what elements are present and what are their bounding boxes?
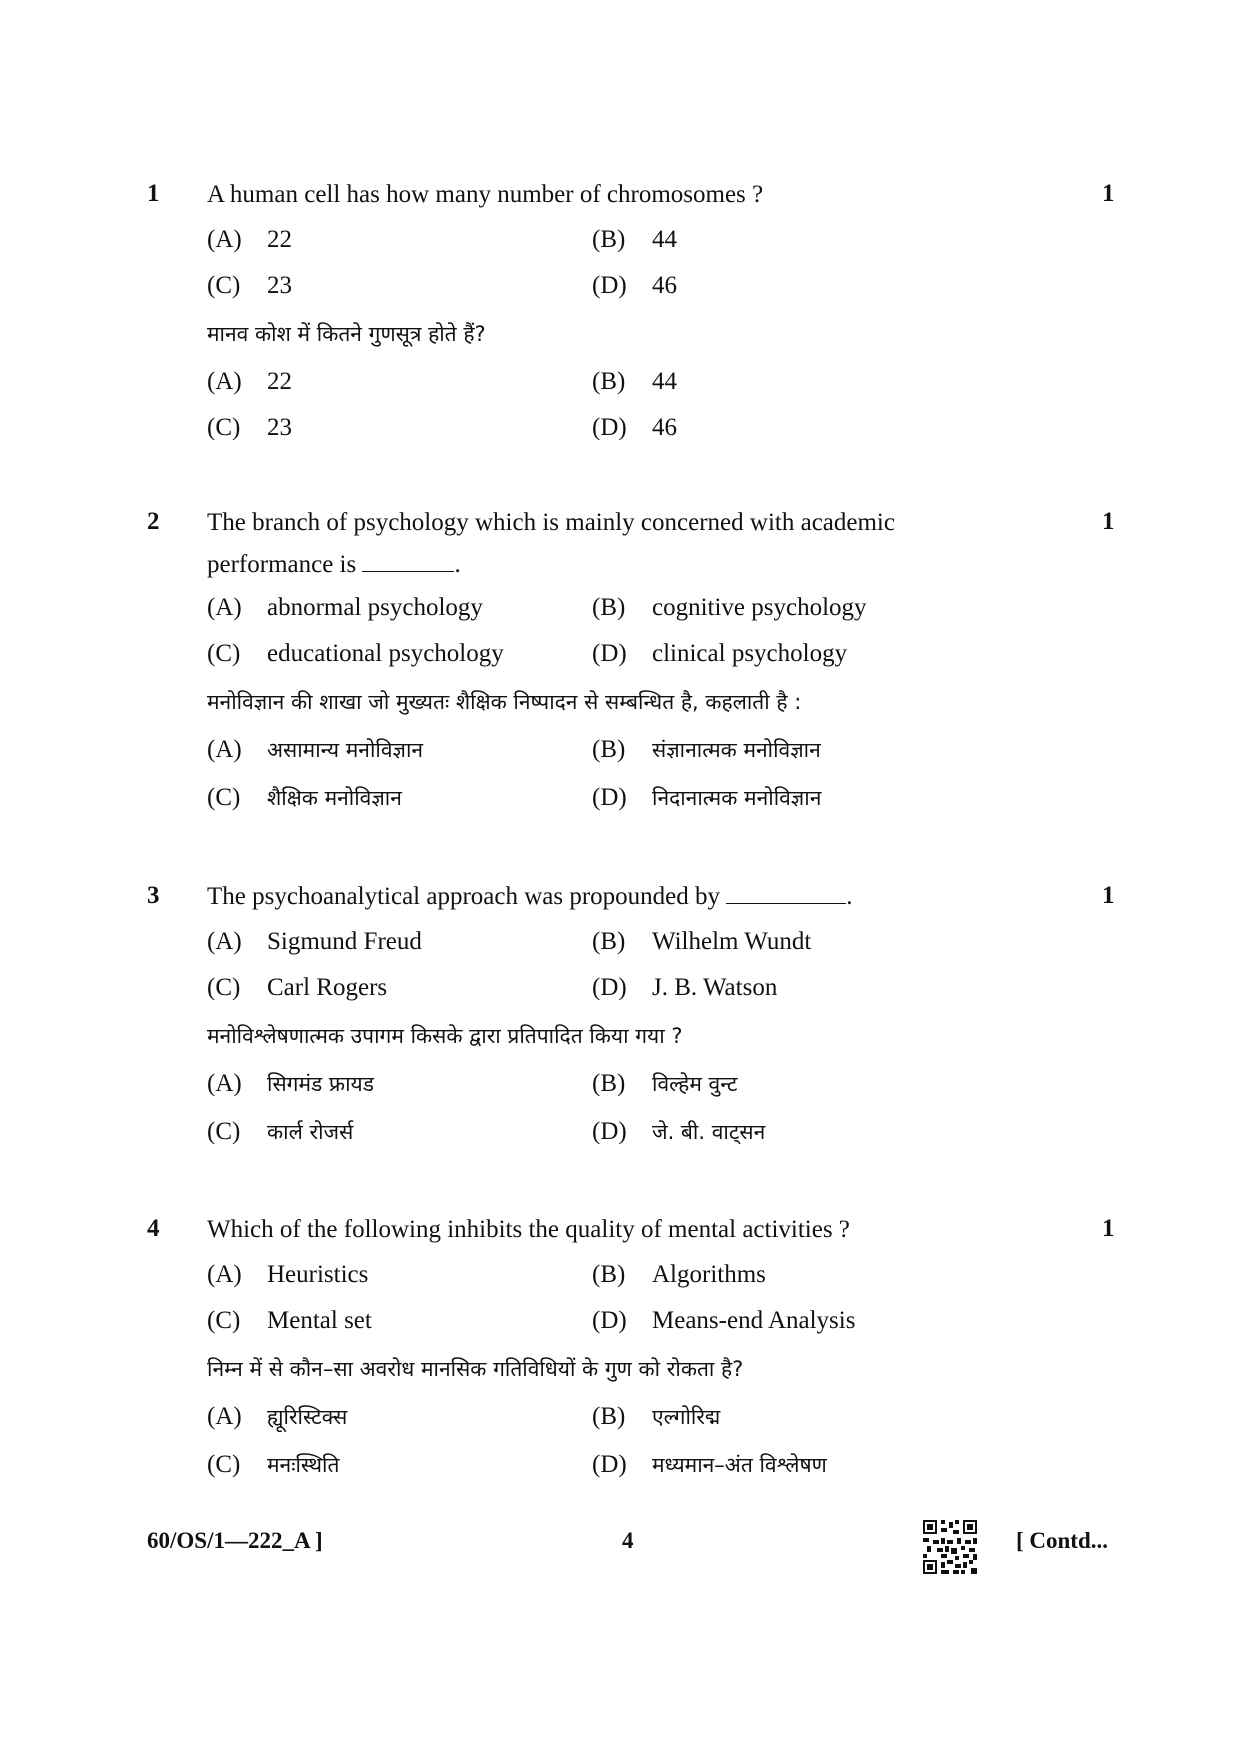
option-c-hindi: (C) मनःस्थिति <box>207 1451 340 1478</box>
question-marks: 1 <box>1102 180 1115 207</box>
option-a-hindi: (A) सिगमंड फ्रायड <box>207 1070 374 1097</box>
option-a: (A) Heuristics <box>207 1261 369 1288</box>
question-marks: 1 <box>1102 1215 1115 1242</box>
option-b: (B) 44 <box>592 226 677 253</box>
options-row <box>0 640 1240 680</box>
option-c: (C) Carl Rogers <box>207 974 388 1001</box>
options-row-hindi <box>0 1451 1240 1491</box>
options-row <box>0 974 1240 1014</box>
options-row-hindi <box>0 1118 1240 1158</box>
options-row-hindi <box>0 1070 1240 1110</box>
question-stem-hindi: मनोविश्लेषणात्मक उपागम किसके द्वारा प्रतिपादित किया गया ? <box>207 1024 683 1048</box>
answer-blank <box>726 881 846 904</box>
question-stem-line: performance is . <box>207 551 461 578</box>
options-row <box>0 1307 1240 1347</box>
continued-label: [ Contd... <box>1016 1528 1109 1553</box>
options-row-hindi <box>0 784 1240 824</box>
option-d-hindi: (D) 46 <box>592 414 677 441</box>
option-d: (D) clinical psychology <box>592 640 848 667</box>
option-a: (A) 22 <box>207 226 292 253</box>
option-d: (D) 46 <box>592 272 677 299</box>
page-footer <box>0 1528 1240 1588</box>
option-c: (C) educational psychology <box>207 640 504 667</box>
options-row <box>0 226 1240 266</box>
option-c-hindi: (C) कार्ल रोजर्स <box>207 1118 354 1145</box>
options-row <box>0 272 1240 312</box>
option-a: (A) Sigmund Freud <box>207 928 422 955</box>
option-b-hindi: (B) एल्गोरिद्म <box>592 1403 721 1430</box>
question-stem-hindi: निम्न में से कौन–सा अवरोध मानसिक गतिविधियों के गुण को रोकता है? <box>207 1357 744 1381</box>
option-a-hindi: (A) 22 <box>207 368 292 395</box>
option-a-hindi: (A) असामान्य मनोविज्ञान <box>207 736 424 763</box>
option-b-hindi: (B) संज्ञानात्मक मनोविज्ञान <box>592 736 821 763</box>
question-stem-hindi: मनोविज्ञान की शाखा जो मुख्यतः शैक्षिक निष्पादन से सम्बन्धित है, कहलाती है : <box>207 690 802 714</box>
option-d-hindi: (D) जे. बी. वाट्सन <box>592 1118 766 1145</box>
option-a-hindi: (A) ह्यूरिस्टिक्स <box>207 1403 348 1430</box>
options-row <box>0 1261 1240 1301</box>
options-row-hindi <box>0 414 1240 454</box>
paper-code: 60/OS/1—222_A ] <box>147 1528 323 1553</box>
options-row-hindi <box>0 736 1240 776</box>
qr-code-icon <box>923 1520 977 1574</box>
question-stem: A human cell has how many number of chromosomes ? <box>207 181 764 208</box>
page-number: 4 <box>622 1528 634 1553</box>
options-row-hindi <box>0 368 1240 408</box>
option-c-hindi: (C) शैक्षिक मनोविज्ञान <box>207 784 402 811</box>
question-number: 3 <box>147 882 160 909</box>
option-b-hindi: (B) विल्हेम वुन्ट <box>592 1070 738 1097</box>
option-c: (C) Mental set <box>207 1307 372 1334</box>
options-row <box>0 928 1240 968</box>
option-d: (D) Means-end Analysis <box>592 1307 856 1334</box>
question-marks: 1 <box>1102 508 1115 535</box>
option-b: (B) Algorithms <box>592 1261 766 1288</box>
option-d: (D) J. B. Watson <box>592 974 778 1001</box>
question-marks: 1 <box>1102 882 1115 909</box>
option-b: (B) Wilhelm Wundt <box>592 928 812 955</box>
options-row-hindi <box>0 1403 1240 1443</box>
answer-blank <box>362 549 454 572</box>
option-b-hindi: (B) 44 <box>592 368 677 395</box>
question-stem-line: The branch of psychology which is mainly concerned with academic <box>207 509 895 536</box>
question-stem <box>207 502 987 586</box>
options-row <box>0 594 1240 634</box>
option-c: (C) 23 <box>207 272 292 299</box>
option-b: (B) cognitive psychology <box>592 594 867 621</box>
question-stem: The psychoanalytical approach was propounded by . <box>207 883 853 910</box>
question-number: 2 <box>147 508 160 535</box>
option-d-hindi: (D) मध्यमान–अंत विश्लेषण <box>592 1451 827 1478</box>
question-stem-hindi: मानव कोश में कितने गुणसूत्र होते हैं? <box>207 322 486 346</box>
option-a: (A) abnormal psychology <box>207 594 483 621</box>
option-d-hindi: (D) निदानात्मक मनोविज्ञान <box>592 784 822 811</box>
question-stem: Which of the following inhibits the quality of mental activities ? <box>207 1216 850 1243</box>
question-number: 1 <box>147 180 160 207</box>
question-number: 4 <box>147 1215 160 1242</box>
option-c-hindi: (C) 23 <box>207 414 292 441</box>
